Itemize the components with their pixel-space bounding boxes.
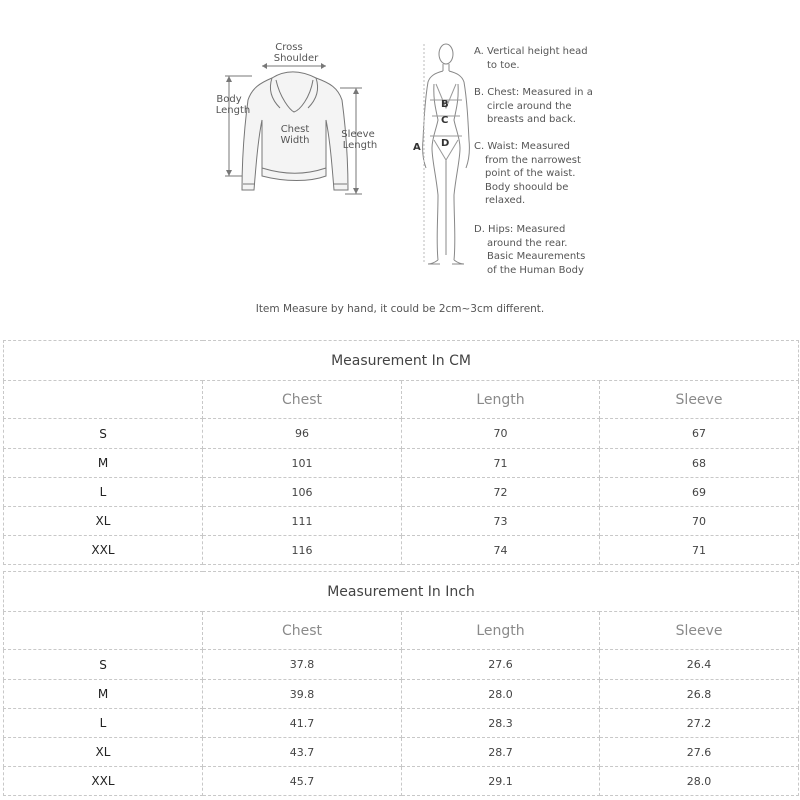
table-row	[4, 650, 799, 680]
measurement-illustration	[0, 0, 800, 300]
table-title: Measurement In CM	[4, 341, 799, 381]
body-letter-d: D	[441, 138, 450, 149]
chest-value: 101	[203, 449, 402, 478]
description-d-line3: Basic Meaurements	[487, 251, 586, 262]
description-a-line1: A. Vertical height head	[474, 46, 588, 57]
table-row	[4, 478, 799, 507]
sleeve-length-label-2: Length	[342, 140, 378, 151]
description-a-line2: to toe.	[487, 59, 520, 71]
description-d-line2: around the rear.	[487, 237, 568, 249]
sleeve-value: 26.4	[600, 650, 799, 680]
sleeve-value: 27.6	[600, 738, 799, 767]
sleeve-value: 71	[600, 536, 799, 565]
size-label: L	[4, 478, 203, 507]
description-b-line2: circle around the	[487, 100, 572, 112]
length-value: 27.6	[402, 650, 600, 680]
sleeve-value: 27.2	[600, 709, 799, 738]
table-row	[4, 507, 799, 536]
length-value: 74	[402, 536, 600, 565]
chest-value: 37.8	[203, 650, 402, 680]
size-label: S	[4, 419, 203, 449]
description-b-line1: B. Chest: Measured in a	[474, 87, 593, 98]
description-b-line3: breasts and back.	[487, 114, 576, 125]
table-corner	[4, 612, 203, 650]
table-row	[4, 767, 799, 796]
sleeve-value: 28.0	[600, 767, 799, 796]
chest-value: 96	[203, 419, 402, 449]
body-figure	[423, 44, 470, 264]
column-header-length: Length	[402, 612, 600, 650]
chest-value: 106	[203, 478, 402, 507]
table-row	[4, 709, 799, 738]
illustration-area	[0, 0, 800, 330]
sleeve-value: 69	[600, 478, 799, 507]
sleeve-value: 68	[600, 449, 799, 478]
size-table-inch	[3, 571, 799, 796]
description-d-line4: of the Human Body	[487, 264, 584, 276]
description-c-line3: point of the waist.	[485, 168, 576, 179]
measurement-note: Item Measure by hand, it could be 2cm~3cm different.	[255, 303, 545, 315]
description-c	[474, 140, 581, 208]
description-b	[474, 86, 593, 127]
column-header-sleeve: Sleeve	[600, 612, 799, 650]
length-value: 70	[402, 419, 600, 449]
size-label: M	[4, 680, 203, 709]
length-value: 28.3	[402, 709, 600, 738]
size-label: XL	[4, 738, 203, 767]
description-d	[474, 223, 585, 277]
chest-value: 116	[203, 536, 402, 565]
cross-shoulder-label-2: Shoulder	[273, 53, 319, 64]
chest-value: 39.8	[203, 680, 402, 709]
table-corner	[4, 381, 203, 419]
length-value: 28.7	[402, 738, 600, 767]
chest-value: 43.7	[203, 738, 402, 767]
chest-width-label-1: Chest	[280, 124, 310, 135]
size-table-cm	[3, 340, 799, 565]
column-header-chest: Chest	[203, 612, 402, 650]
body-letter-b: B	[441, 99, 449, 110]
cross-shoulder-label-1: Cross	[275, 42, 303, 53]
description-c-line2: from the narrowest	[485, 154, 581, 166]
sleeve-length-label-1: Sleeve	[341, 129, 375, 140]
size-label: XXL	[4, 767, 203, 796]
description-c-line5: relaxed.	[485, 195, 526, 206]
size-label: L	[4, 709, 203, 738]
description-c-line4: Body shoould be	[485, 181, 569, 193]
description-d-line1: D. Hips: Measured	[474, 224, 566, 235]
description-a	[474, 45, 588, 72]
size-label: XL	[4, 507, 203, 536]
chest-value: 41.7	[203, 709, 402, 738]
body-length-label-1: Body	[216, 94, 242, 105]
table-title: Measurement In Inch	[4, 572, 799, 612]
sleeve-value: 26.8	[600, 680, 799, 709]
length-value: 29.1	[402, 767, 600, 796]
size-label: M	[4, 449, 203, 478]
chest-value: 45.7	[203, 767, 402, 796]
length-value: 72	[402, 478, 600, 507]
table-row	[4, 536, 799, 565]
table-row	[4, 419, 799, 449]
length-value: 73	[402, 507, 600, 536]
description-c-line1: C. Waist: Measured	[474, 141, 571, 152]
size-label: XXL	[4, 536, 203, 565]
body-letter-a: A	[413, 142, 421, 153]
table-row	[4, 449, 799, 478]
sleeve-value: 67	[600, 419, 799, 449]
table-row	[4, 680, 799, 709]
sleeve-value: 70	[600, 507, 799, 536]
length-value: 71	[402, 449, 600, 478]
column-header-chest: Chest	[203, 381, 402, 419]
length-value: 28.0	[402, 680, 600, 709]
column-header-sleeve: Sleeve	[600, 381, 799, 419]
size-label: S	[4, 650, 203, 680]
body-length-label-2: Length	[215, 105, 251, 116]
chest-value: 111	[203, 507, 402, 536]
chest-width-label-2: Width	[280, 135, 310, 146]
table-row	[4, 738, 799, 767]
body-letter-c: C	[441, 115, 449, 126]
column-header-length: Length	[402, 381, 600, 419]
